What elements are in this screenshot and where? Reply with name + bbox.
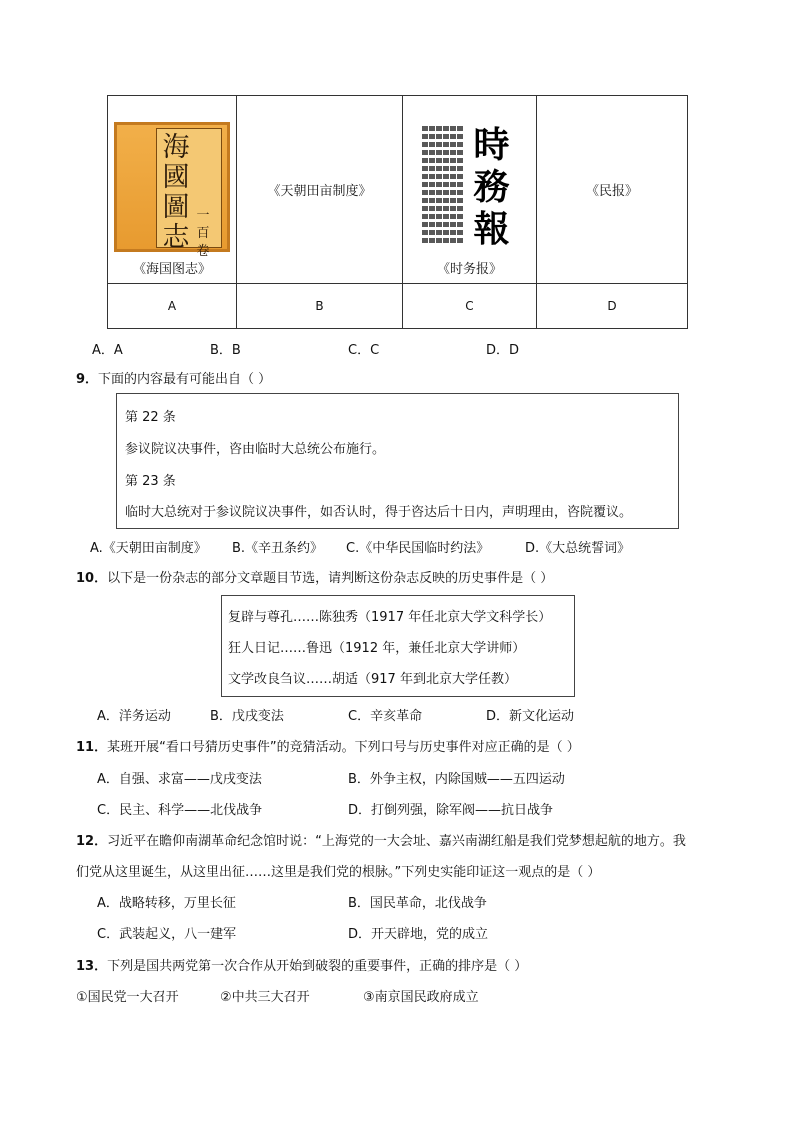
q9-stem [76, 368, 271, 387]
q13-event-2: ②中共三大召开 [220, 990, 310, 1005]
q12-number: 12． [76, 834, 108, 849]
q9-article-23-text: 临时大总统对于参议院议决事件，如否认时，得于咨达后十日内，声明理由，咨院覆议。 [125, 505, 633, 520]
caption-d: 《民报》 [585, 184, 638, 199]
q9-option-b[interactable]: B.《辛丑条约》 [232, 541, 324, 556]
q9-source-box [116, 393, 679, 529]
letter-d: D [537, 284, 688, 329]
q10-number: 10． [76, 571, 108, 586]
q13-text: 下列是国共两党第一次合作从开始到破裂的重要事件，正确的排序是（ ） [107, 959, 528, 974]
q10-option-c[interactable]: C．辛亥革命 [348, 709, 423, 724]
letter-c: C [403, 284, 537, 329]
q12-stem-line1 [76, 830, 686, 849]
q11-number: 11． [76, 740, 108, 755]
q8-option-d[interactable]: D．D [486, 343, 520, 358]
letter-a: A [108, 284, 237, 329]
q9-option-d[interactable]: D.《大总统誓词》 [525, 541, 631, 556]
masthead-small-print [417, 126, 463, 246]
q9-text: 下面的内容最有可能出自（ ） [98, 372, 272, 387]
item-table [107, 95, 688, 329]
haiguo-tuzhi-cover-image [114, 122, 230, 259]
q9-article-23: 第 23 条 [125, 474, 176, 489]
q10-stem [76, 567, 553, 586]
q11-option-b[interactable]: B．外争主权，内除国贼——五四运动 [348, 772, 565, 787]
cover-volume: 一百卷 [196, 208, 210, 259]
q9-option-c[interactable]: C.《中华民国临时约法》 [346, 541, 490, 556]
q9-article-22-text: 参议院议决事件，咨由临时大总统公布施行。 [125, 442, 386, 457]
q10-option-d[interactable]: D．新文化运动 [486, 709, 575, 724]
q9-article-22: 第 22 条 [125, 410, 176, 425]
q13-event-3: ③南京国民政府成立 [363, 990, 479, 1005]
cell-shiwubao [403, 96, 537, 284]
q12-option-a[interactable]: A．战略转移，万里长征 [97, 896, 236, 911]
q11-option-a[interactable]: A．自强、求富——戊戌变法 [97, 772, 262, 787]
q10-text: 以下是一份杂志的部分文章题目节选，请判断这份杂志反映的历史事件是（ ） [107, 571, 554, 586]
q10-source-box [221, 595, 575, 697]
q8-option-c[interactable]: C．C [348, 343, 380, 358]
q9-number: 9． [76, 372, 99, 387]
q12-option-d[interactable]: D．开天辟地，党的成立 [348, 927, 489, 942]
q12-option-b[interactable]: B．国民革命，北伐战争 [348, 896, 487, 911]
cell-tianchao [237, 96, 403, 284]
letter-b: B [237, 284, 403, 329]
caption-c: 《时务报》 [436, 262, 502, 277]
q12-text-1: 习近平在瞻仰南湖革命纪念馆时说：“上海党的一大会址、嘉兴南湖红船是我们党梦想起航的地方。我 [107, 834, 686, 849]
q10-option-b[interactable]: B．戊戌变法 [210, 709, 284, 724]
shiwubao-masthead-image [415, 122, 525, 252]
q9-option-a[interactable]: A.《天朝田亩制度》 [90, 541, 207, 556]
q11-text: 某班开展“看口号猜历史事件”的竞猜活动。下列口号与历史事件对应正确的是（ ） [107, 740, 580, 755]
q8-option-b[interactable]: B．B [210, 343, 241, 358]
masthead-title: 時務報 [473, 124, 510, 250]
cell-haiguo-tuzhi [108, 96, 237, 284]
cell-minbao [537, 96, 688, 284]
q13-event-1: ①国民党一大召开 [76, 990, 179, 1005]
q11-stem [76, 736, 580, 755]
q11-option-d[interactable]: D．打倒列强，除军阀——抗日战争 [348, 803, 554, 818]
caption-a: 《海国图志》 [132, 262, 211, 277]
q12-stem-line2: 们党从这里诞生，从这里出征……这里是我们党的根脉。”下列史实能印证这一观点的是（ ） [76, 865, 601, 880]
q10-article-3: 文学改良刍议……胡适（917 年到北京大学任教） [228, 672, 517, 687]
q13-number: 13． [76, 959, 108, 974]
q11-option-c[interactable]: C．民主、科学——北伐战争 [97, 803, 263, 818]
q8-option-a[interactable]: A．A [92, 343, 123, 358]
q10-article-2: 狂人日记……鲁迅（1912 年，兼任北京大学讲师） [228, 641, 526, 656]
q10-option-a[interactable]: A．洋务运动 [97, 709, 171, 724]
cover-title: 海國圖志 [162, 132, 190, 253]
q12-option-c[interactable]: C．武装起义，八一建军 [97, 927, 237, 942]
caption-b: 《天朝田亩制度》 [267, 184, 372, 199]
q13-stem [76, 955, 527, 974]
q10-article-1: 复辟与尊孔……陈独秀（1917 年任北京大学文科学长） [228, 610, 552, 625]
